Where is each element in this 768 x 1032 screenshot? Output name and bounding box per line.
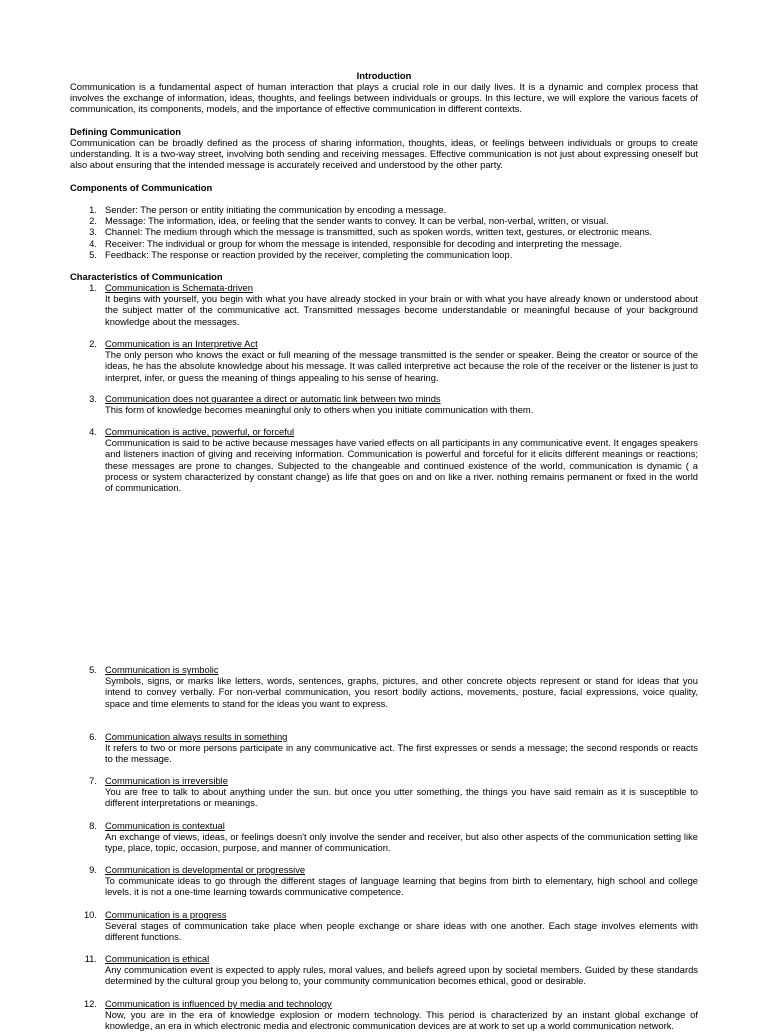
characteristic-body: Any communication event is expected to apply rules, moral values, and beliefs agreed upon by societal members. Guided by these standards determined by the cultural group you belong to, your community communication becomes ethical, good or desirable. bbox=[105, 964, 698, 987]
list-number: 4. bbox=[89, 237, 97, 249]
list-number: 8. bbox=[89, 820, 97, 831]
characteristic-item-9 bbox=[70, 864, 698, 898]
defining-heading: Defining Communication bbox=[70, 126, 181, 137]
list-number: 1. bbox=[89, 204, 97, 215]
characteristic-item-8 bbox=[70, 820, 698, 854]
characteristic-item-11 bbox=[70, 953, 698, 987]
characteristic-item-6 bbox=[70, 731, 698, 765]
list-item bbox=[70, 238, 698, 249]
characteristic-item-3 bbox=[70, 393, 698, 415]
list-item bbox=[70, 215, 698, 226]
characteristic-title: Communication does not guarantee a direct or automatic link between two minds bbox=[105, 393, 441, 404]
list-text: Sender: The person or entity initiating the communication by encoding a message. bbox=[105, 204, 447, 215]
defining-paragraph: Communication can be broadly defined as the process of sharing information, thoughts, ideas, or feelings between individuals or groups to create understanding. It is a two-way street, involving both sending and receiving messages. Effective communication is not just about expressing oneself but also about ensuring that the intended message is accurately received and understood by the other party. bbox=[70, 137, 698, 171]
characteristic-title: Communication is influenced by media and technology bbox=[105, 998, 332, 1009]
list-number: 7. bbox=[89, 775, 97, 786]
characteristic-item-5 bbox=[70, 664, 698, 709]
list-number: 6. bbox=[89, 731, 97, 742]
characteristic-body: The only person who knows the exact or full meaning of the message transmitted is the sender or speaker. Being the creator or source of the ideas, he has the absolute knowledge about his message. It was called interpretive act because the role of the receiver or the listener is just to interpret, infer, or guess the meaning of things appealing to his sense of hearing. bbox=[105, 349, 698, 383]
characteristic-item-10 bbox=[70, 909, 698, 943]
components-list bbox=[70, 204, 698, 260]
characteristic-body: To communicate ideas to go through the different stages of language learning that begins from birth to elementary, high school and college levels. it is not a one-time learning towards communicative competence. bbox=[105, 875, 698, 898]
characteristic-title: Communication is a progress bbox=[105, 909, 227, 920]
list-number: 2. bbox=[89, 215, 97, 227]
list-number: 5. bbox=[89, 664, 97, 675]
characteristic-body: It refers to two or more persons participate in any communicative act. The first expresses or sends a message; the second responds or reacts to the message. bbox=[105, 742, 698, 765]
characteristic-title: Communication is an Interpretive Act bbox=[105, 338, 258, 349]
characteristic-body: Several stages of communication take place when people exchange or share ideas with one another. Each stage involves elements with different functions. bbox=[105, 920, 698, 943]
list-number: 5. bbox=[89, 248, 97, 260]
characteristic-body: Now, you are in the era of knowledge explosion or modern technology. This period is characterized by an instant global exchange of knowledge, an era in which electronic media and electronic communication devices are at work to set up a world communication network. bbox=[105, 1009, 698, 1032]
list-number: 12. bbox=[83, 998, 97, 1009]
characteristic-title: Communication is active, powerful, or forceful bbox=[105, 426, 295, 437]
components-heading: Components of Communication bbox=[70, 182, 213, 193]
intro-paragraph: Communication is a fundamental aspect of human interaction that plays a crucial role in our daily lives. It is a dynamic and complex process that involves the exchange of information, ideas, thoughts, and feelings between individuals or groups. In this lecture, we will explore the various facets of communication, its components, models, and the importance of effective communication in different contexts. bbox=[70, 81, 698, 115]
characteristic-body: Communication is said to be active because messages have varied effects on all participants in any communicative event. It engages speakers and listeners inaction of giving and receiving information. Communication is powerful and forceful for it elicits different meanings or reactions; these messages are prone to changes. Subjected to the changeable and continued existence of the world, communication is dynamic ( a process or system characterized by constant change) as life that goes on and on like a river. nothing remains permanent or fixed in the world of communication. bbox=[105, 437, 698, 494]
list-item bbox=[70, 249, 698, 260]
characteristics-heading: Characteristics of Communication bbox=[70, 271, 223, 282]
characteristic-title: Communication always results in something bbox=[105, 731, 288, 742]
characteristic-title: Communication is developmental or progressive bbox=[105, 864, 306, 875]
characteristic-item-4 bbox=[70, 426, 698, 493]
list-number: 3. bbox=[89, 393, 97, 404]
characteristic-body: It begins with yourself, you begin with what you have already stocked in your brain or with what you have already known or understood about the subject matter of the communicative act. Transmitted messages become understandable or meaningful because of your background knowledge about the messages. bbox=[105, 293, 698, 327]
characteristic-item-7 bbox=[70, 775, 698, 809]
list-text: Channel: The medium through which the message is transmitted, such as spoken words, written text, gestures, or electronic means. bbox=[105, 226, 652, 238]
list-text: Feedback: The response or reaction provided by the receiver, completing the communication loop. bbox=[105, 248, 513, 260]
characteristic-title: Communication is Schemata-driven bbox=[105, 282, 253, 293]
list-number: 1. bbox=[89, 282, 97, 293]
characteristic-title: Communication is contextual bbox=[105, 820, 225, 831]
list-number: 9. bbox=[89, 864, 97, 875]
list-text: Message: The information, idea, or feeling that the sender wants to convey. It can be verbal, non-verbal, written, or visual. bbox=[105, 215, 609, 227]
characteristic-item-2 bbox=[70, 338, 698, 383]
list-text: Receiver: The individual or group for whom the message is intended, responsible for decoding and interpreting the message. bbox=[105, 237, 622, 249]
characteristic-body: An exchange of views, ideas, or feelings doesn't only involve the sender and receiver, but also other aspects of the communication setting like type, place, topic, occasion, purpose, and manner of communication. bbox=[105, 831, 698, 854]
list-item bbox=[70, 226, 698, 237]
characteristic-title: Communication is irreversible bbox=[105, 775, 228, 786]
characteristic-title: Communication is ethical bbox=[105, 953, 210, 964]
list-number: 3. bbox=[89, 226, 97, 238]
list-number: 2. bbox=[89, 338, 97, 349]
list-number: 11. bbox=[84, 953, 97, 964]
characteristic-body: You are free to talk to about anything under the sun. but once you utter something, the things you have said remain as it is susceptible to different interpretations or meanings. bbox=[105, 786, 698, 809]
page-title: Introduction bbox=[356, 70, 412, 81]
characteristic-title: Communication is symbolic bbox=[105, 664, 219, 675]
characteristic-item-1 bbox=[70, 282, 698, 327]
list-number: 4. bbox=[89, 426, 97, 437]
characteristic-body: Symbols, signs, or marks like letters, words, sentences, graphs, pictures, and other concrete objects represent or stand for ideas that you intend to convey verbally. For non-verbal communication, you resort bodily actions, movements, posture, facial expressions, voice quality, space and time elements to stand for the ideas you want to express. bbox=[105, 675, 698, 709]
characteristic-item-12 bbox=[70, 998, 698, 1032]
list-item bbox=[70, 204, 698, 215]
list-number: 10. bbox=[83, 909, 97, 920]
characteristic-body: This form of knowledge becomes meaningful only to others when you initiate communication with them. bbox=[105, 404, 534, 416]
